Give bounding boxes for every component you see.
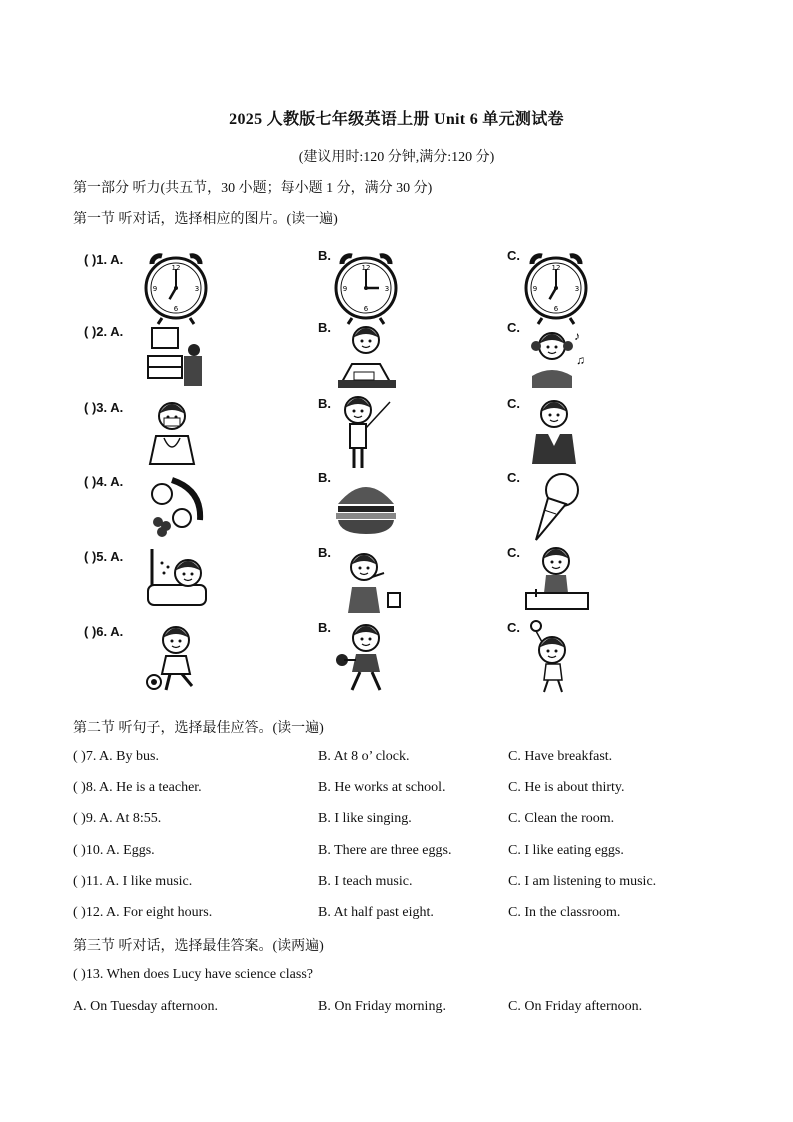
section2-heading: 第二节 听句子，选择最佳应答。(读一遍) <box>73 721 324 736</box>
q3-label-b: B. <box>318 396 331 411</box>
girl-brushing-teeth-icon <box>332 545 404 626</box>
svg-text:6: 6 <box>363 305 369 313</box>
svg-text:3: 3 <box>574 285 580 293</box>
svg-text:6: 6 <box>173 305 179 313</box>
page-title: 2025 人教版七年级英语上册 Unit 6 单元测试卷 <box>229 111 564 128</box>
section3-heading: 第三节 听对话，选择最佳答案。(读两遍) <box>73 939 324 954</box>
q5-label-c: C. <box>507 545 520 560</box>
q12-option-a: ( )12. A. For eight hours. <box>73 905 213 920</box>
q6-label-a: ( )6. A. <box>84 624 124 639</box>
q2-label-a: ( )2. A. <box>84 324 124 339</box>
part1-heading: 第一部分 听力(共五节，30 小题；每小题 1 分，满分 30 分) <box>73 181 433 196</box>
teacher-pointer-icon <box>332 396 404 477</box>
q4-label-b: B. <box>318 470 331 485</box>
q12-option-c: C. In the classroom. <box>508 905 621 920</box>
svg-text:3: 3 <box>194 285 200 293</box>
ice-cream-icon <box>522 470 594 551</box>
q11-option-c: C. I am listening to music. <box>508 874 657 889</box>
q9-option-a: ( )9. A. At 8:55. <box>73 811 162 826</box>
boy-soccer-icon <box>142 620 214 701</box>
clock-three-icon <box>332 248 404 329</box>
doctor-icon <box>142 396 214 477</box>
q8-option-b: B. He works at school. <box>318 780 446 795</box>
svg-text:9: 9 <box>152 285 158 293</box>
q7-option-c: C. Have breakfast. <box>508 749 613 764</box>
q2-label-b: B. <box>318 320 331 335</box>
svg-text:12: 12 <box>171 264 181 272</box>
clock-seven-icon <box>522 248 594 329</box>
boy-ping-pong-icon <box>332 620 404 701</box>
q10-option-a: ( )10. A. Eggs. <box>73 843 155 858</box>
hamburger-icon <box>332 470 404 551</box>
q9-option-b: B. I like singing. <box>318 811 412 826</box>
q11-option-b: B. I teach music. <box>318 874 413 889</box>
q6-label-b: B. <box>318 620 331 635</box>
girl-tennis-icon <box>522 620 594 701</box>
q12-option-b: B. At half past eight. <box>318 905 434 920</box>
girl-music-icon <box>522 320 594 401</box>
q13-option-a: A. On Tuesday afternoon. <box>73 999 219 1014</box>
q1-label-b: B. <box>318 248 331 263</box>
svg-text:3: 3 <box>384 285 390 293</box>
page-subtitle: (建议用时:120 分钟,满分:120 分) <box>298 150 495 165</box>
q7-option-a: ( )7. A. By bus. <box>73 749 159 764</box>
bath-shower-icon <box>142 545 214 626</box>
svg-text:6: 6 <box>553 305 559 313</box>
section1-heading: 第一节 听对话，选择相应的图片。(读一遍) <box>73 212 338 227</box>
q2-label-c: C. <box>507 320 520 335</box>
computer-desk-icon <box>142 320 214 401</box>
q3-label-a: ( )3. A. <box>84 400 124 415</box>
fruits-icon <box>142 470 214 551</box>
q8-option-a: ( )8. A. He is a teacher. <box>73 780 202 795</box>
q10-option-c: C. I like eating eggs. <box>508 843 624 858</box>
q1-label-c: C. <box>507 248 520 263</box>
q3-label-c: C. <box>507 396 520 411</box>
girl-writing-icon <box>332 320 404 401</box>
svg-text:9: 9 <box>342 285 348 293</box>
q7-option-b: B. At 8 o’ clock. <box>318 749 410 764</box>
q1-label-a: ( )1. A. <box>84 252 124 267</box>
q13-option-b: B. On Friday morning. <box>318 999 446 1014</box>
q4-label-c: C. <box>507 470 520 485</box>
svg-text:♫: ♫ <box>576 353 585 367</box>
q13-option-c: C. On Friday afternoon. <box>508 999 643 1014</box>
q9-option-c: C. Clean the room. <box>508 811 615 826</box>
girl-washing-dishes-icon <box>522 545 594 626</box>
q8-option-c: C. He is about thirty. <box>508 780 625 795</box>
q5-label-b: B. <box>318 545 331 560</box>
svg-text:12: 12 <box>551 264 561 272</box>
clock-seven-icon <box>142 248 214 329</box>
q6-label-c: C. <box>507 620 520 635</box>
q4-label-a: ( )4. A. <box>84 474 124 489</box>
svg-text:♪: ♪ <box>574 329 580 343</box>
q10-option-b: B. There are three eggs. <box>318 843 452 858</box>
svg-text:9: 9 <box>532 285 538 293</box>
question-13: ( )13. When does Lucy have science class? <box>73 967 313 982</box>
q5-label-a: ( )5. A. <box>84 549 124 564</box>
man-suit-icon <box>522 396 594 477</box>
svg-text:12: 12 <box>361 264 371 272</box>
q11-option-a: ( )11. A. I like music. <box>73 874 193 889</box>
